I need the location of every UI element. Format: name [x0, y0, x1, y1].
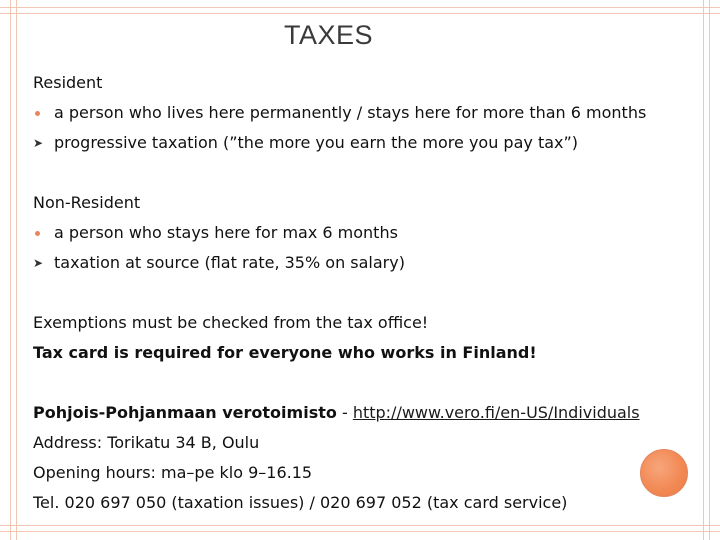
office-hours: Opening hours: ma–pe klo 9–16.15 — [33, 463, 313, 482]
non-resident-bullet-2 — [33, 248, 683, 278]
frame-line — [0, 7, 720, 8]
spacer — [33, 158, 683, 188]
frame-line — [703, 0, 704, 540]
arrow-bullet-icon: ➤ — [33, 136, 44, 150]
resident-bullet-2 — [33, 128, 683, 158]
non-resident-bullet-1 — [33, 218, 683, 248]
arrow-bullet-icon: ➤ — [33, 256, 44, 270]
exemptions-note: Exemptions must be checked from the tax office! — [33, 313, 429, 332]
spacer — [33, 278, 683, 308]
bullet-text: taxation at source (flat rate, 35% on salary) — [54, 253, 405, 272]
bullet-text: a person who lives here permanently / stays here for more than 6 months — [54, 103, 647, 122]
bullet-text: a person who stays here for max 6 months — [54, 223, 398, 242]
frame-line — [0, 13, 720, 14]
orange-circle-decoration — [640, 449, 688, 497]
office-name: Pohjois-Pohjanmaan verotoimisto — [33, 403, 337, 422]
bullet-text: progressive taxation (”the more you earn the more you pay tax”) — [54, 133, 579, 152]
office-address: Address: Torikatu 34 B, Oulu — [33, 433, 260, 452]
frame-line — [10, 0, 11, 540]
dot-bullet-icon — [35, 111, 40, 116]
frame-line — [16, 0, 17, 540]
office-separator: - — [336, 403, 353, 422]
non-resident-heading: Non-Resident — [33, 193, 141, 212]
frame-line — [709, 0, 710, 540]
office-line — [33, 398, 683, 428]
resident-heading: Resident — [33, 73, 103, 92]
office-phone: Tel. 020 697 050 (taxation issues) / 020 697 052 (tax card service) — [33, 493, 568, 512]
slide-content — [33, 68, 683, 518]
frame-line — [0, 525, 720, 526]
resident-bullet-1 — [33, 98, 683, 128]
tax-card-note: Tax card is required for everyone who works in Finland! — [33, 343, 537, 362]
dot-bullet-icon — [35, 231, 40, 236]
spacer — [33, 368, 683, 398]
vero-link[interactable]: http://www.vero.fi/en-US/Individuals — [352, 403, 640, 422]
slide-title: TAXES — [284, 20, 374, 50]
frame-line — [0, 531, 720, 532]
